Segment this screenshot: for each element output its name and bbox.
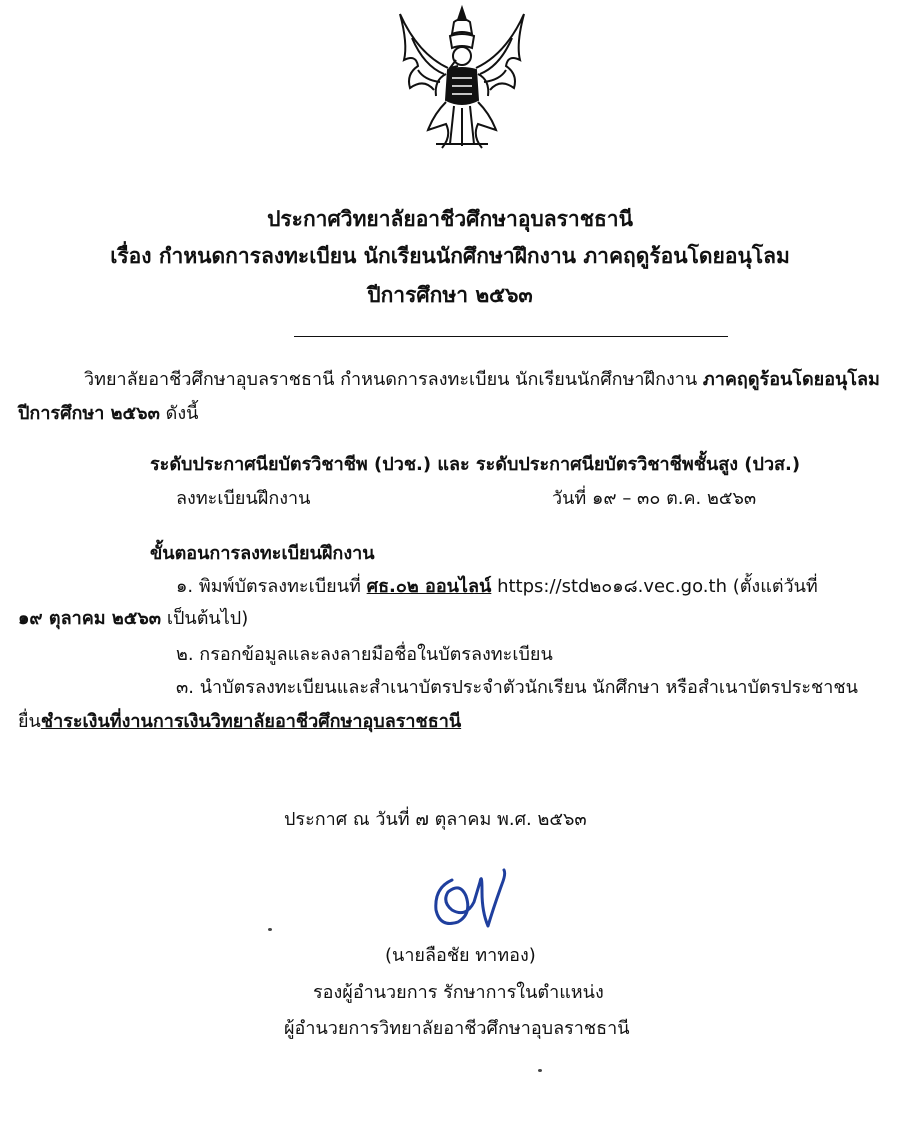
intro-year: ปีการศึกษา ๒๕๖๓ [18, 403, 160, 424]
step-1 [176, 571, 818, 600]
intro-line-2 [18, 398, 198, 427]
signer-name: (นายลือชัย ทาทอง) [385, 945, 536, 966]
step-3-payment-place: ชำระเงินที่งานการเงินวิทยาลัยอาชีวศึกษาอุบลราชธานี [40, 711, 462, 732]
intro-text: วิทยาลัยอาชีวศึกษาอุบลราชธานี กำหนดการลงทะเบียน นักเรียนนักศึกษาฝึกงาน [84, 369, 698, 390]
step-1-continued [18, 603, 248, 632]
academic-year-title: ปีการศึกษา ๒๕๖๓ [367, 283, 533, 307]
level-heading: ระดับประกาศนียบัตรวิชาชีพ (ปวช.) และ ระดับประกาศนียบัตรวิชาชีพชั้นสูง (ปวส.) [150, 454, 801, 475]
garuda-emblem-icon [388, 4, 536, 154]
intro-line-1 [84, 364, 880, 393]
signer-position-1: รองผู้อำนวยการ รักษาการในตำแหน่ง [313, 982, 604, 1003]
step-1-suffix: (ตั้งแต่วันที่ [732, 576, 818, 597]
step-1-start-date: ๑๙ ตุลาคม ๒๕๖๓ [18, 608, 162, 629]
scan-speck [538, 1069, 542, 1072]
signer-position-2: ผู้อำนวยการวิทยาลัยอาชีวศึกษาอุบลราชธานี [284, 1018, 630, 1039]
step-1-system: ศธ.๐๒ ออนไลน์ [366, 576, 492, 597]
scan-speck [268, 928, 272, 931]
step-1-prefix: ๑. พิมพ์บัตรลงทะเบียนที่ [176, 576, 361, 597]
registration-date: วันที่ ๑๙ – ๓๐ ต.ค. ๒๕๖๓ [552, 488, 757, 509]
announce-date: ประกาศ ณ วันที่ ๗ ตุลาคม พ.ศ. ๒๕๖๓ [284, 809, 587, 830]
subject-title: เรื่อง กำหนดการลงทะเบียน นักเรียนนักศึกษาฝึกงาน ภาคฤดูร้อนโดยอนุโลม [110, 244, 790, 268]
announcement-title: ประกาศวิทยาลัยอาชีวศึกษาอุบลราชธานี [267, 207, 633, 231]
steps-heading: ขั้นตอนการลงทะเบียนฝึกงาน [150, 543, 375, 564]
intro-season: ภาคฤดูร้อนโดยอนุโลม [702, 369, 880, 390]
intro-follow: ดังนี้ [165, 403, 199, 424]
step-3-continued [18, 706, 461, 735]
title-divider [294, 336, 728, 337]
step-1-end-text: เป็นต้นไป) [166, 608, 249, 629]
step-2: ๒. กรอกข้อมูลและลงลายมือชื่อในบัตรลงทะเบียน [176, 644, 553, 665]
step-3-prefix: ยื่น [18, 711, 41, 732]
step-3: ๓. นำบัตรลงทะเบียนและสำเนาบัตรประจำตัวนักเรียน นักศึกษา หรือสำเนาบัตรประชาชน [176, 677, 858, 698]
registration-label: ลงทะเบียนฝึกงาน [176, 488, 311, 509]
step-1-url[interactable]: https://std๒๐๑๘.vec.go.th [497, 576, 727, 597]
handwritten-signature [422, 862, 522, 934]
